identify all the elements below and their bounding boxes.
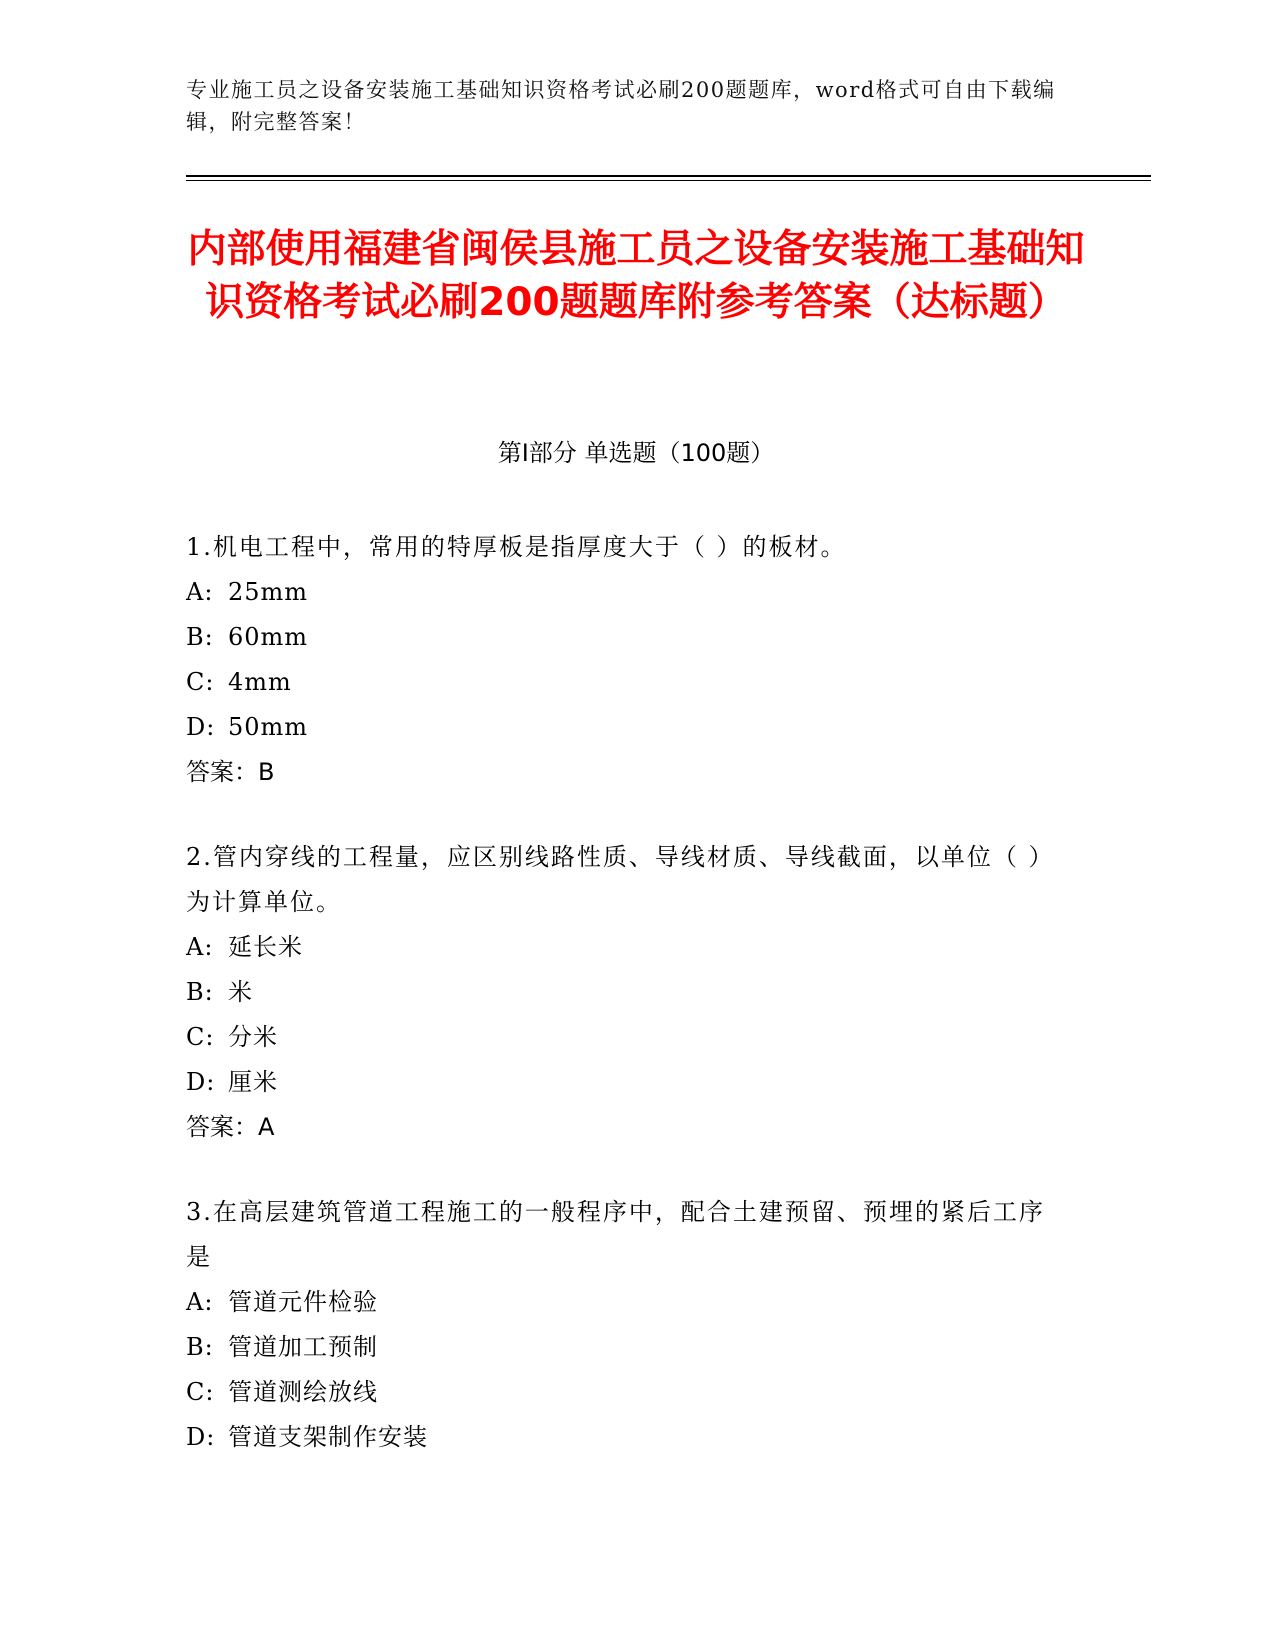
option-a <box>186 570 1066 615</box>
option-letter: B: <box>186 623 214 651</box>
question-1 <box>186 525 1066 795</box>
option-text: 分米 <box>228 1023 278 1051</box>
option-b <box>186 1325 1066 1370</box>
option-text: 管道加工预制 <box>228 1333 378 1361</box>
option-text: 4mm <box>228 668 292 696</box>
option-text: 厘米 <box>228 1068 278 1096</box>
option-c <box>186 660 1066 705</box>
option-text: 管道测绘放线 <box>228 1378 378 1406</box>
option-c <box>186 1370 1066 1415</box>
option-b <box>186 615 1066 660</box>
question-stem: 1.机电工程中，常用的特厚板是指厚度大于（ ）的板材。 <box>186 533 847 561</box>
header-note: 专业施工员之设备安装施工基础知识资格考试必刷200题题库，word格式可自由下载编辑，附完整答案！ <box>186 78 1056 134</box>
question-3 <box>186 1190 1066 1460</box>
option-text: 25mm <box>228 578 309 606</box>
option-letter: D: <box>186 1423 216 1451</box>
option-letter: D: <box>186 1068 216 1096</box>
section-heading: 第I部分 单选题（100题） <box>497 439 775 467</box>
option-letter: A: <box>186 933 214 961</box>
option-letter: B: <box>186 978 214 1006</box>
option-c <box>186 1015 1066 1060</box>
option-letter: C: <box>186 668 215 696</box>
option-text: 管道元件检验 <box>228 1288 378 1316</box>
option-letter: B: <box>186 1333 214 1361</box>
option-a <box>186 1280 1066 1325</box>
option-text: 60mm <box>228 623 309 651</box>
option-text: 米 <box>228 978 253 1006</box>
option-d <box>186 705 1066 750</box>
option-text: 50mm <box>228 713 309 741</box>
question-list <box>186 525 1066 1500</box>
option-a <box>186 925 1066 970</box>
question-stem: 2.管内穿线的工程量，应区别线路性质、导线材质、导线截面，以单位（ ）为计算单位。 <box>186 843 1055 916</box>
header-rule-thick <box>186 175 1151 177</box>
document-title: 内部使用福建省闽侯县施工员之设备安装施工基础知识资格考试必刷200题题库附参考答案（达标题） <box>187 227 1085 325</box>
answer-line: 答案：B <box>186 758 275 786</box>
option-letter: D: <box>186 713 216 741</box>
option-letter: A: <box>186 578 214 606</box>
option-letter: A: <box>186 1288 214 1316</box>
option-text: 管道支架制作安装 <box>228 1423 428 1451</box>
option-text: 延长米 <box>228 933 303 961</box>
option-b <box>186 970 1066 1015</box>
header-rule-thin <box>186 180 1151 181</box>
question-stem: 3.在高层建筑管道工程施工的一般程序中，配合土建预留、预埋的紧后工序是 <box>186 1198 1045 1271</box>
question-2 <box>186 835 1066 1150</box>
option-letter: C: <box>186 1023 215 1051</box>
answer-line: 答案：A <box>186 1113 275 1141</box>
option-letter: C: <box>186 1378 215 1406</box>
option-d <box>186 1060 1066 1105</box>
option-d <box>186 1415 1066 1460</box>
